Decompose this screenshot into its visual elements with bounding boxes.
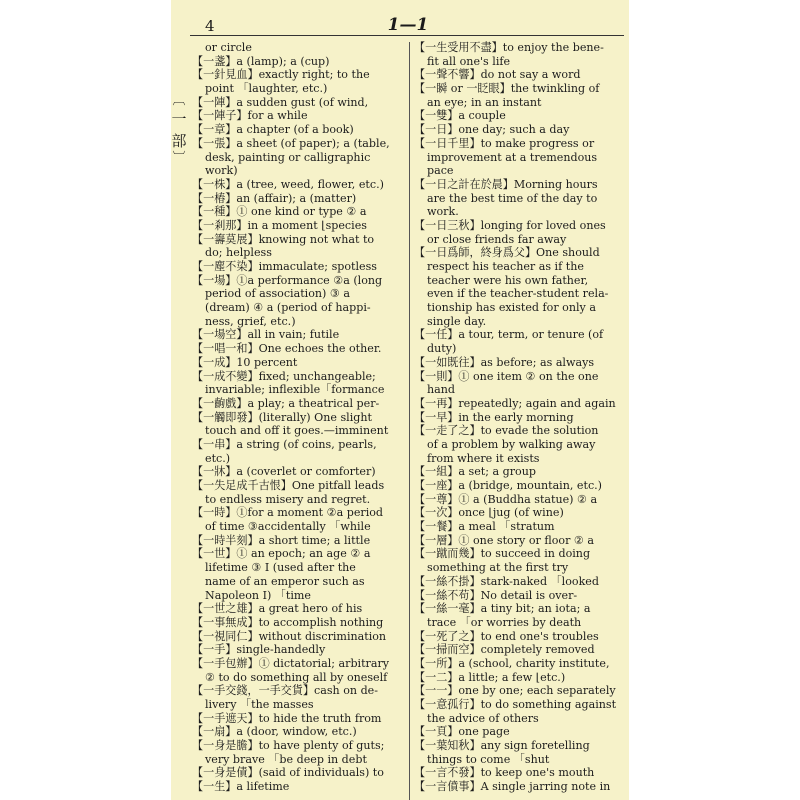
dictionary-entry-line: 【一世】① an epoch; an age ② a <box>192 547 371 561</box>
dictionary-entry-line: 【一成】10 percent <box>192 355 298 369</box>
dictionary-entry-continuation: respect his teacher as if the <box>427 260 584 273</box>
dictionary-entry-line: 【一雙】a couple <box>414 109 506 123</box>
dictionary-entry-line: 【一座】a (bridge, mountain, etc.) <box>414 479 603 492</box>
dictionary-entry-line: 【一剎那】in a moment ⌊species <box>192 218 367 232</box>
column-divider <box>409 42 410 800</box>
dictionary-entry-line: 【一掃而空】completely removed <box>414 643 595 657</box>
page-number: 4 <box>205 17 215 35</box>
dictionary-entry-line: 【一手】single-handedly <box>192 643 326 657</box>
dictionary-entry-continuation: lifetime ③ I (used after the <box>205 561 356 575</box>
dictionary-entry-line: 【一尊】① a (Buddha statue) ② a <box>414 492 598 506</box>
dictionary-entry-continuation: teacher were his own father, <box>427 273 589 287</box>
dictionary-entry-line: 【一種】① one kind or type ② a <box>192 205 367 219</box>
dictionary-entry-continuation: invariable; inflexible「formance <box>205 383 385 397</box>
dictionary-entry-continuation: trace 「or worries by death <box>427 615 582 629</box>
dictionary-entry-continuation: (dream) ④ a (period of happi- <box>205 301 371 315</box>
dictionary-entry-line: 【一聲不響】do not say a word <box>414 68 581 82</box>
dictionary-entry-continuation: fit all one's life <box>427 54 511 68</box>
dictionary-entry-line: 【一死了之】to end one's troubles <box>414 629 599 643</box>
radical-tab-close-bracket: ︺ <box>172 151 186 166</box>
dictionary-entry-continuation: single day. <box>427 314 487 328</box>
dictionary-entry-line: 【一所】a (school, charity institute, <box>414 656 610 670</box>
dictionary-entry-line: 【一早】in the early morning <box>414 410 574 424</box>
left-entry-column <box>192 41 404 794</box>
dictionary-entry-line: 【一串】a string (of coins, pearls, <box>192 437 377 451</box>
dictionary-entry-line: 【一株】a (tree, weed, flower, etc.) <box>192 177 384 191</box>
dictionary-entry-line: 【一生受用不盡】to enjoy the bene- <box>414 41 604 54</box>
dictionary-entry-line: 【一次】once ⌊jug (of wine) <box>414 506 564 520</box>
dictionary-entry-line: 【一世之雄】a great hero of his <box>192 602 363 616</box>
dictionary-entry-continuation: the advice of others <box>427 711 539 725</box>
dictionary-entry-continuation: ② to do something all by oneself <box>205 670 388 684</box>
dictionary-entry-line: 【一蹴而幾】to succeed in doing <box>414 547 591 561</box>
dictionary-entry-line: 【一張】a sheet (of paper); a (table, <box>192 136 390 150</box>
dictionary-entry-line: 【一陣】a sudden gust (of wind, <box>192 95 369 109</box>
dictionary-entry-continuation: Napoleon I) 「time <box>205 588 311 602</box>
dictionary-entry-line: 【一則】① one item ② on the one <box>414 369 599 383</box>
dictionary-entry-continuation: ness, grief, etc.) <box>205 314 296 328</box>
dictionary-entry-line: 【一籌莫展】knowing not what to <box>192 232 375 246</box>
radical-char: 一 <box>171 110 187 128</box>
radical-tab-open-bracket: ︹ <box>172 93 186 108</box>
dictionary-entry-continuation: tionship has existed for only a <box>427 301 596 315</box>
dictionary-entry-line: 【一如既往】as before; as always <box>414 355 595 369</box>
dictionary-entry-continuation: name of an emperor such as <box>205 574 365 588</box>
dictionary-entry-line: 【一走了之】to evade the solution <box>414 424 599 438</box>
dictionary-entry-continuation: duty) <box>427 342 457 356</box>
dictionary-entry-line: 【一任】a tour, term, or tenure (of <box>414 328 604 342</box>
dictionary-entry-line: 【一失足成千古恨】One pitfall leads <box>192 479 385 492</box>
dictionary-entry-line: 【一陣子】for a while <box>192 109 308 123</box>
dictionary-entry-line: 【一時半刻】a short time; a little <box>192 533 371 547</box>
radical-section-char: 部 <box>171 132 187 150</box>
dictionary-entry-line: 【一盞】a (lamp); a (cup) <box>192 54 330 68</box>
dictionary-entry-continuation: do; helpless <box>205 246 272 260</box>
dictionary-entry-line: 【一扇】a (door, window, etc.) <box>192 725 357 739</box>
dictionary-entry-continuation: etc.) <box>205 451 231 465</box>
dictionary-entry-continuation: work) <box>205 164 238 178</box>
dictionary-entry-line: 【一手交錢，一手交貨】cash on de- <box>192 684 378 698</box>
dictionary-entry-line: 【一葉知秋】any sign foretelling <box>414 739 590 753</box>
dictionary-entry-line: 【一餐】a meal 「stratum <box>414 520 555 534</box>
dictionary-entry-line: 【一章】a chapter (of a book) <box>192 123 354 137</box>
dictionary-entry-line: 【一成不變】fixed; unchangeable; <box>192 369 376 383</box>
dictionary-entry-line: 【一日爲師，終身爲父】One should <box>414 246 600 260</box>
dictionary-entry-continuation: point 「laughter, etc.) <box>205 82 328 96</box>
dictionary-entry-line: 【一日】one day; such a day <box>414 123 570 137</box>
dictionary-entry-line: 【一椿】an (affair); a (matter) <box>192 191 357 205</box>
dictionary-entry-continuation: of time ③accidentally 「while <box>205 520 371 534</box>
dictionary-entry-line: 【一身是膽】to have plenty of guts; <box>192 739 385 753</box>
dictionary-entry-line: 【一場】①a performance ②a (long <box>192 273 383 287</box>
dictionary-entry-continuation: pace <box>427 164 454 178</box>
dictionary-entry-line: 【一層】① one story or floor ② a <box>414 533 595 547</box>
dictionary-entry-continuation: even if the teacher-student rela- <box>427 287 609 301</box>
dictionary-entry-continuation: or circle <box>205 41 252 54</box>
dictionary-entry-continuation: to endless misery and regret. <box>205 492 371 506</box>
dictionary-entry-line: 【一身是債】(said of individuals) to <box>192 766 384 780</box>
dictionary-entry-line: 【一頁】one page <box>414 725 510 739</box>
dictionary-entry-line: 【一事無成】to accomplish nothing <box>192 615 384 629</box>
dictionary-entry-line: 【一場空】all in vain; futile <box>192 328 340 342</box>
dictionary-entry-line: 【一二】a little; a few ⌊etc.) <box>414 670 566 684</box>
dictionary-entry-line: 【一生】a lifetime <box>192 780 290 794</box>
dictionary-entry-continuation: work. <box>427 205 459 219</box>
dictionary-entry-line: 【一手包辦】① dictatorial; arbitrary <box>192 656 390 670</box>
header-rule <box>190 35 624 36</box>
dictionary-entry-line: 【一絲一毫】a tiny bit; an iota; a <box>414 602 591 616</box>
dictionary-entry-line: 【一組】a set; a group <box>414 465 536 479</box>
dictionary-entry-continuation: of a problem by walking away <box>427 437 596 451</box>
dictionary-entry-line: 【一時】①for a moment ②a period <box>192 506 384 520</box>
dictionary-entry-continuation: an eye; in an instant <box>427 95 542 109</box>
dictionary-entry-continuation: something at the first try <box>427 561 569 575</box>
dictionary-entry-line: 【一絲不掛】stark-naked 「looked <box>414 574 599 588</box>
dictionary-entry-line: 【一絲不苟】No detail is over- <box>414 588 578 602</box>
right-entry-column <box>414 41 626 794</box>
dictionary-entry-line: 【一日三秋】longing for loved ones <box>414 218 606 232</box>
dictionary-entry-line: 【一言僨事】A single jarring note in <box>414 780 611 794</box>
dictionary-entry-line: 【一牀】a (coverlet or comforter) <box>192 465 376 479</box>
dictionary-entry-line: 【一日千里】to make progress or <box>414 136 595 150</box>
dictionary-entry-continuation: touch and off it goes.—imminent <box>205 424 389 438</box>
dictionary-entry-line: 【一日之計在於晨】Morning hours <box>414 177 598 191</box>
dictionary-entry-line: 【一塵不染】immaculate; spotless <box>192 260 378 273</box>
dictionary-entry-line: 【一唱一和】One echoes the other. <box>192 342 382 356</box>
dictionary-entry-continuation: from where it exists <box>427 451 540 465</box>
dictionary-entry-line: 【一言不發】to keep one's mouth <box>414 766 595 780</box>
dictionary-entry-continuation: are the best time of the day to <box>427 191 598 205</box>
radical-section-tab <box>171 95 187 165</box>
dictionary-entry-continuation: or close friends far away <box>427 232 567 246</box>
running-head: 1—1 <box>387 15 429 35</box>
dictionary-entry-continuation: period of association) ③ a <box>205 287 350 301</box>
dictionary-entry-line: 【一一】one by one; each separately <box>414 684 616 698</box>
dictionary-entry-line: 【一再】repeatedly; again and again <box>414 396 616 410</box>
dictionary-entry-continuation: livery 「the masses <box>205 698 314 711</box>
dictionary-entry-continuation: very brave 「be deep in debt <box>205 752 367 766</box>
dictionary-entry-line: 【一瞬 or 一眨眼】the twinkling of <box>414 82 600 96</box>
dictionary-entry-continuation: desk, painting or calligraphic <box>205 150 371 164</box>
dictionary-entry-line: 【一齣戲】a play; a theatrical per- <box>192 396 380 410</box>
dictionary-entry-continuation: things to come 「shut <box>427 752 550 766</box>
dictionary-entry-line: 【一觸即發】(literally) One slight <box>192 410 372 424</box>
dictionary-entry-continuation: improvement at a tremendous <box>427 150 598 164</box>
dictionary-entry-line: 【一針見血】exactly right; to the <box>192 68 370 82</box>
dictionary-entry-line: 【一視同仁】without discrimination <box>192 629 387 643</box>
dictionary-entry-line: 【一手遮天】to hide the truth from <box>192 711 382 725</box>
dictionary-entry-line: 【一意孤行】to do something against <box>414 698 617 711</box>
dictionary-entry-continuation: hand <box>427 383 456 397</box>
